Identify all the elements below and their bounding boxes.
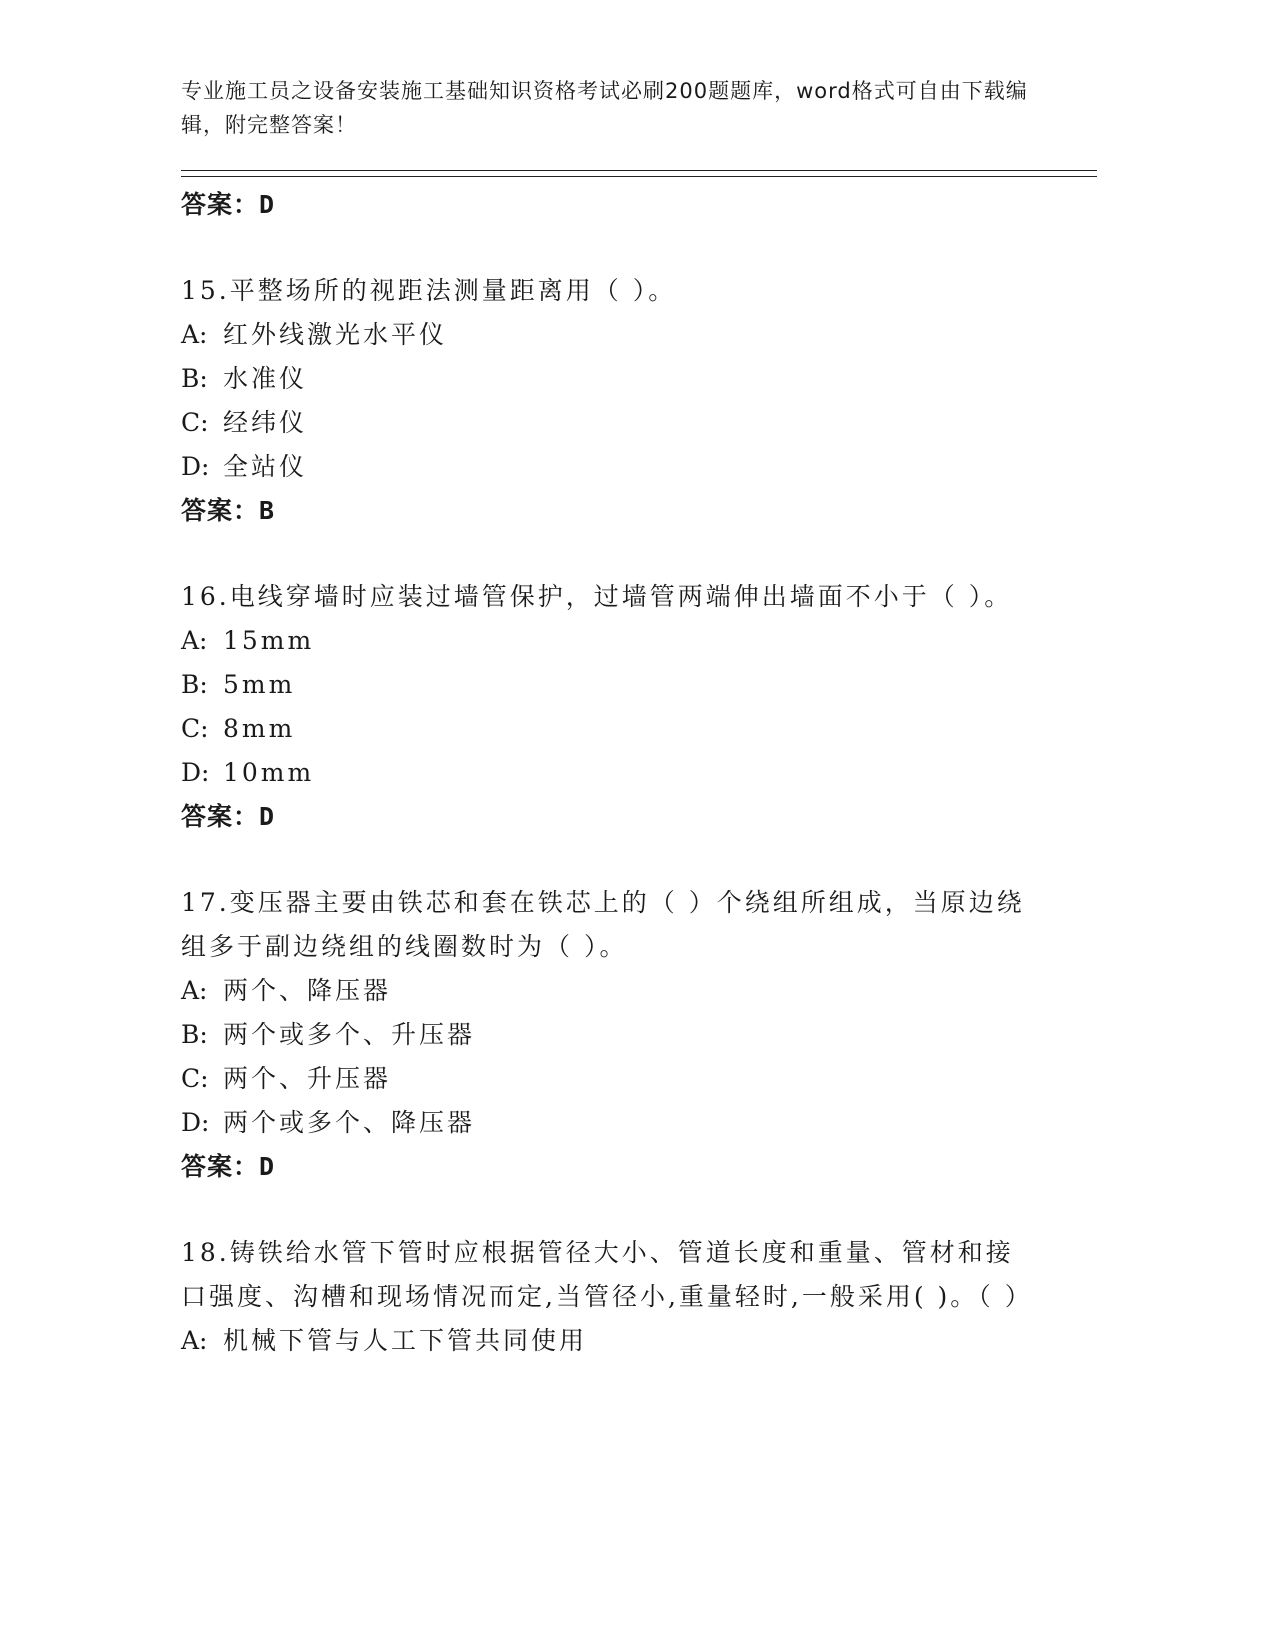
option-text: 两个或多个、降压器 <box>223 1108 476 1137</box>
option-line <box>181 401 1097 445</box>
question-text: 15.平整场所的视距法测量距离用（ ）。 <box>181 276 677 305</box>
answer-label: 答案： <box>181 190 260 219</box>
option-text: 5mm <box>223 670 296 699</box>
question-block <box>181 1231 1097 1363</box>
option-text: 水准仪 <box>223 364 308 393</box>
option-line <box>181 357 1097 401</box>
question-block <box>181 881 1097 1189</box>
option-label: B: <box>181 670 208 699</box>
option-label: C: <box>181 1064 209 1093</box>
answer-value: D <box>259 802 276 831</box>
option-text: 红外线激光水平仪 <box>223 320 448 349</box>
option-text: 经纬仪 <box>223 408 308 437</box>
question-list <box>181 183 1097 1363</box>
answer-line <box>181 795 1097 839</box>
option-label: D: <box>181 452 210 481</box>
option-text: 两个、降压器 <box>223 976 392 1005</box>
header-divider-top <box>181 170 1097 171</box>
option-text: 15mm <box>223 626 315 655</box>
option-text: 全站仪 <box>223 452 308 481</box>
option-label: A: <box>181 320 208 349</box>
answer-line <box>181 1145 1097 1189</box>
option-label: C: <box>181 714 209 743</box>
answer-line <box>181 489 1097 533</box>
option-text: 10mm <box>223 758 315 787</box>
option-line <box>181 619 1097 663</box>
option-label: B: <box>181 364 208 393</box>
question-text: 18.铸铁给水管下管时应根据管径大小、管道长度和重量、管材和接口强度、沟槽和现场情况而定,当管径小,重量轻时,一般采用( )。（ ） <box>181 1238 1033 1311</box>
option-line <box>181 1013 1097 1057</box>
option-line <box>181 313 1097 357</box>
option-line <box>181 1057 1097 1101</box>
option-text: 两个或多个、升压器 <box>223 1020 476 1049</box>
option-line <box>181 751 1097 795</box>
option-label: D: <box>181 758 210 787</box>
option-line <box>181 969 1097 1013</box>
question-text: 16.电线穿墙时应装过墙管保护，过墙管两端伸出墙面不小于（ ）。 <box>181 582 1013 611</box>
answer-value: D <box>259 1152 276 1181</box>
option-label: A: <box>181 976 208 1005</box>
option-label: B: <box>181 1020 208 1049</box>
option-label: D: <box>181 1108 210 1137</box>
answer-label: 答案： <box>181 1152 260 1181</box>
answer-label: 答案： <box>181 802 260 831</box>
question-block <box>181 575 1097 839</box>
option-line <box>181 1319 1097 1363</box>
option-text: 机械下管与人工下管共同使用 <box>223 1326 588 1355</box>
question-block <box>181 269 1097 533</box>
header-divider-bottom <box>181 176 1097 177</box>
option-line <box>181 445 1097 489</box>
answer-line <box>181 183 1097 227</box>
option-line <box>181 1101 1097 1145</box>
answer-label: 答案： <box>181 496 260 525</box>
question-text: 17.变压器主要由铁芯和套在铁芯上的（ ）个绕组所组成，当原边绕组多于副边绕组的线圈数时为（ ）。 <box>181 888 1025 961</box>
option-line <box>181 663 1097 707</box>
option-text: 8mm <box>223 714 296 743</box>
answer-value: B <box>259 496 276 525</box>
option-text: 两个、升压器 <box>223 1064 392 1093</box>
option-label: C: <box>181 408 209 437</box>
answer-value: D <box>259 190 276 219</box>
option-line <box>181 707 1097 751</box>
option-label: A: <box>181 626 208 655</box>
document-header: 专业施工员之设备安装施工基础知识资格考试必刷200题题库，word格式可自由下载编辑，附完整答案！ <box>181 79 1028 137</box>
option-label: A: <box>181 1326 208 1355</box>
